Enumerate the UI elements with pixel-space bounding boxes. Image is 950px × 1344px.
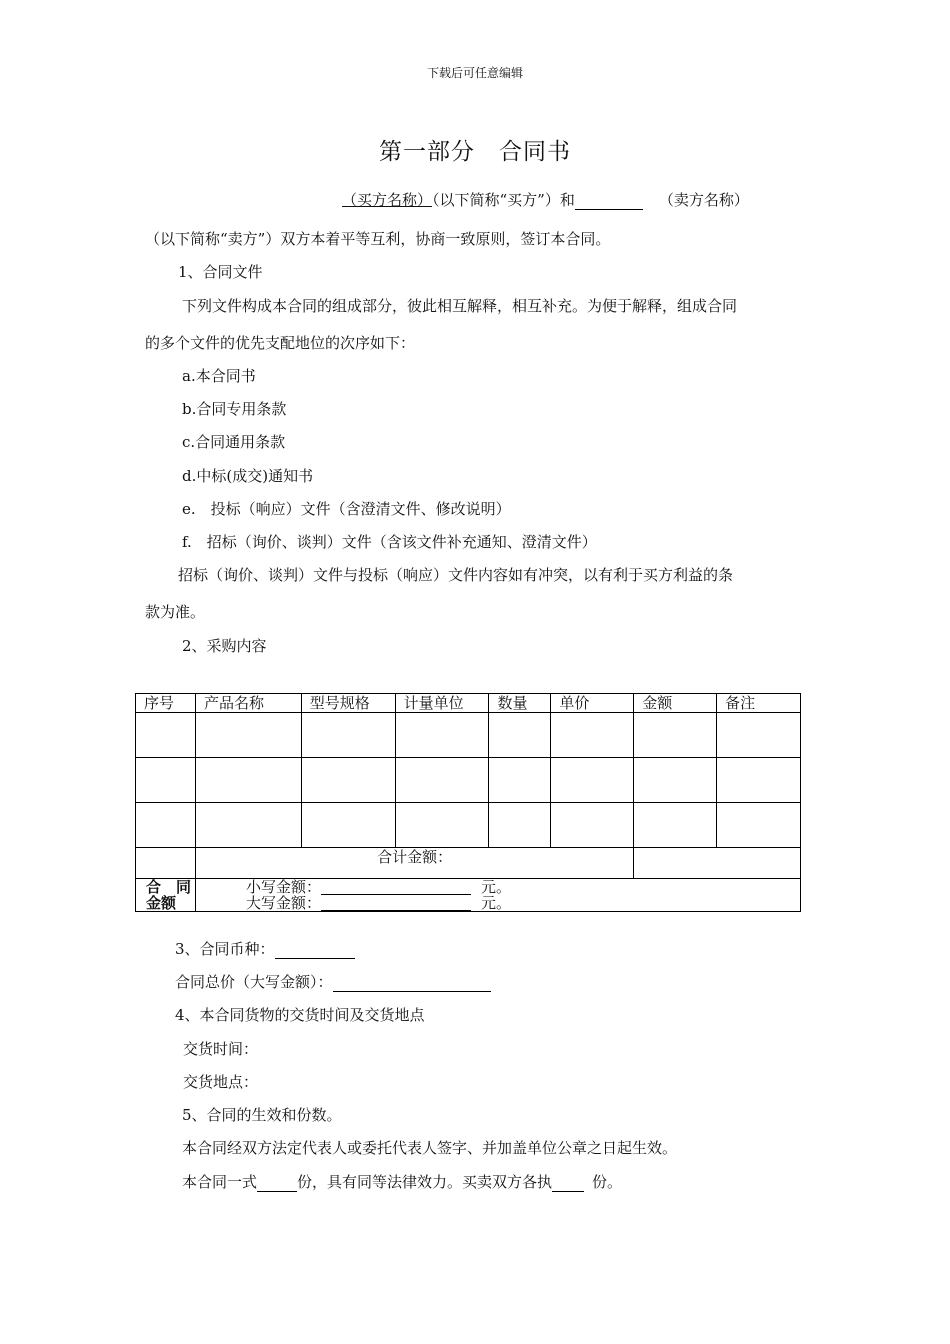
document-title: 第一部分 合同书 [379,139,571,165]
total-row [136,848,801,879]
doc-list-item: a.本合同书 [182,367,256,385]
table-cell[interactable] [717,758,801,803]
intro-line-2: （以下简称“卖方”）双方本着平等互利，协商一致原则，签订本合同。 [145,230,611,248]
table-cell[interactable] [551,713,634,758]
currency-blank[interactable] [275,942,355,959]
purchase-table [135,693,801,912]
section-1-para-1: 下列文件构成本合同的组成部分，彼此相互解释，相互补充。为便于解释，组成合同 [182,297,738,315]
effect-text: 本合同经双方法定代表人或委托代表人签字、并加盖单位公章之日起生效。 [182,1139,678,1157]
and-text: （以下简称“买方”）和 [432,191,575,209]
intro-line-1 [182,189,749,210]
page-header: 下载后可任意编辑 [426,66,523,80]
table-cell[interactable] [634,713,717,758]
table-cell[interactable] [489,803,551,848]
copies-line: 本合同一式 份，具有同等法律效力。买卖双方各执 份。 [182,1173,623,1191]
delivery-time: 交货时间： [183,1040,259,1058]
currency-line: 3、合同币种： [175,938,355,959]
table-cell[interactable] [195,803,301,848]
column-header: 备注 [717,694,801,713]
table-cell[interactable] [489,758,551,803]
column-header: 型号规格 [301,694,395,713]
small-amount-blank[interactable] [321,881,471,895]
section-1-para-2: 的多个文件的优先支配地位的次序如下： [145,334,416,352]
copies-each-blank[interactable] [552,1175,584,1192]
seller-name-label: （卖方名称） [658,191,749,209]
conflict-text-2: 款为准。 [145,603,206,621]
table-cell[interactable] [634,803,717,848]
copies-total-blank[interactable] [257,1175,297,1192]
table-cell[interactable] [395,758,489,803]
table-cell[interactable] [136,758,196,803]
table-row [136,803,801,848]
column-header: 序号 [136,694,196,713]
table-cell[interactable] [551,758,634,803]
contract-amount-fields: 小写金额： 元。 大写金额： 元。 [195,879,800,912]
section-4-heading: 4、本合同货物的交货时间及交货地点 [175,1006,425,1024]
table-cell[interactable] [195,713,301,758]
table-cell[interactable] [136,713,196,758]
table-cell[interactable] [717,713,801,758]
section-5-heading: 5、合同的生效和份数。 [182,1106,342,1124]
conflict-text-1: 招标（询价、谈判）文件与投标（响应）文件内容如有冲突，以有利于买方利益的条 [178,566,734,584]
table-cell[interactable] [551,803,634,848]
doc-list-item: b.合同专用条款 [182,400,287,418]
table-cell[interactable] [489,713,551,758]
table-cell[interactable] [195,758,301,803]
seller-name-blank [575,193,643,210]
table-cell[interactable] [136,803,196,848]
doc-list-item: d.中标(成交)通知书 [182,467,314,485]
column-header: 计量单位 [395,694,489,713]
doc-list-item: f. 招标（询价、谈判）文件（含该文件补充通知、澄清文件） [182,533,597,551]
table-cell[interactable] [301,758,395,803]
section-1-heading: 1、合同文件 [178,263,263,281]
table-row [136,758,801,803]
total-amount-label: 合计金额： [195,848,633,879]
table-row [136,713,801,758]
total-price-blank[interactable] [333,975,491,992]
contract-amount-label: 合 同 金额 [136,879,196,912]
table-cell[interactable] [634,758,717,803]
table-cell [136,848,196,879]
buyer-name-field: （买方名称） [342,191,433,209]
column-header: 金额 [634,694,717,713]
doc-list-item: c.合同通用条款 [182,433,286,451]
table-cell[interactable] [301,713,395,758]
table-cell[interactable] [395,713,489,758]
table-cell[interactable] [395,803,489,848]
column-header: 产品名称 [195,694,301,713]
column-header: 数量 [489,694,551,713]
contract-amount-row [136,879,801,912]
big-amount-blank[interactable] [321,897,471,911]
total-amount-value[interactable] [634,848,801,879]
doc-list-item: e. 投标（响应）文件（含澄清文件、修改说明） [182,500,511,518]
section-2-heading: 2、采购内容 [182,637,267,655]
column-header: 单价 [551,694,634,713]
table-header-row [136,694,801,713]
table-cell[interactable] [717,803,801,848]
delivery-place: 交货地点： [183,1073,259,1091]
table-cell[interactable] [301,803,395,848]
total-price-line: 合同总价（大写金额）： [175,971,491,992]
